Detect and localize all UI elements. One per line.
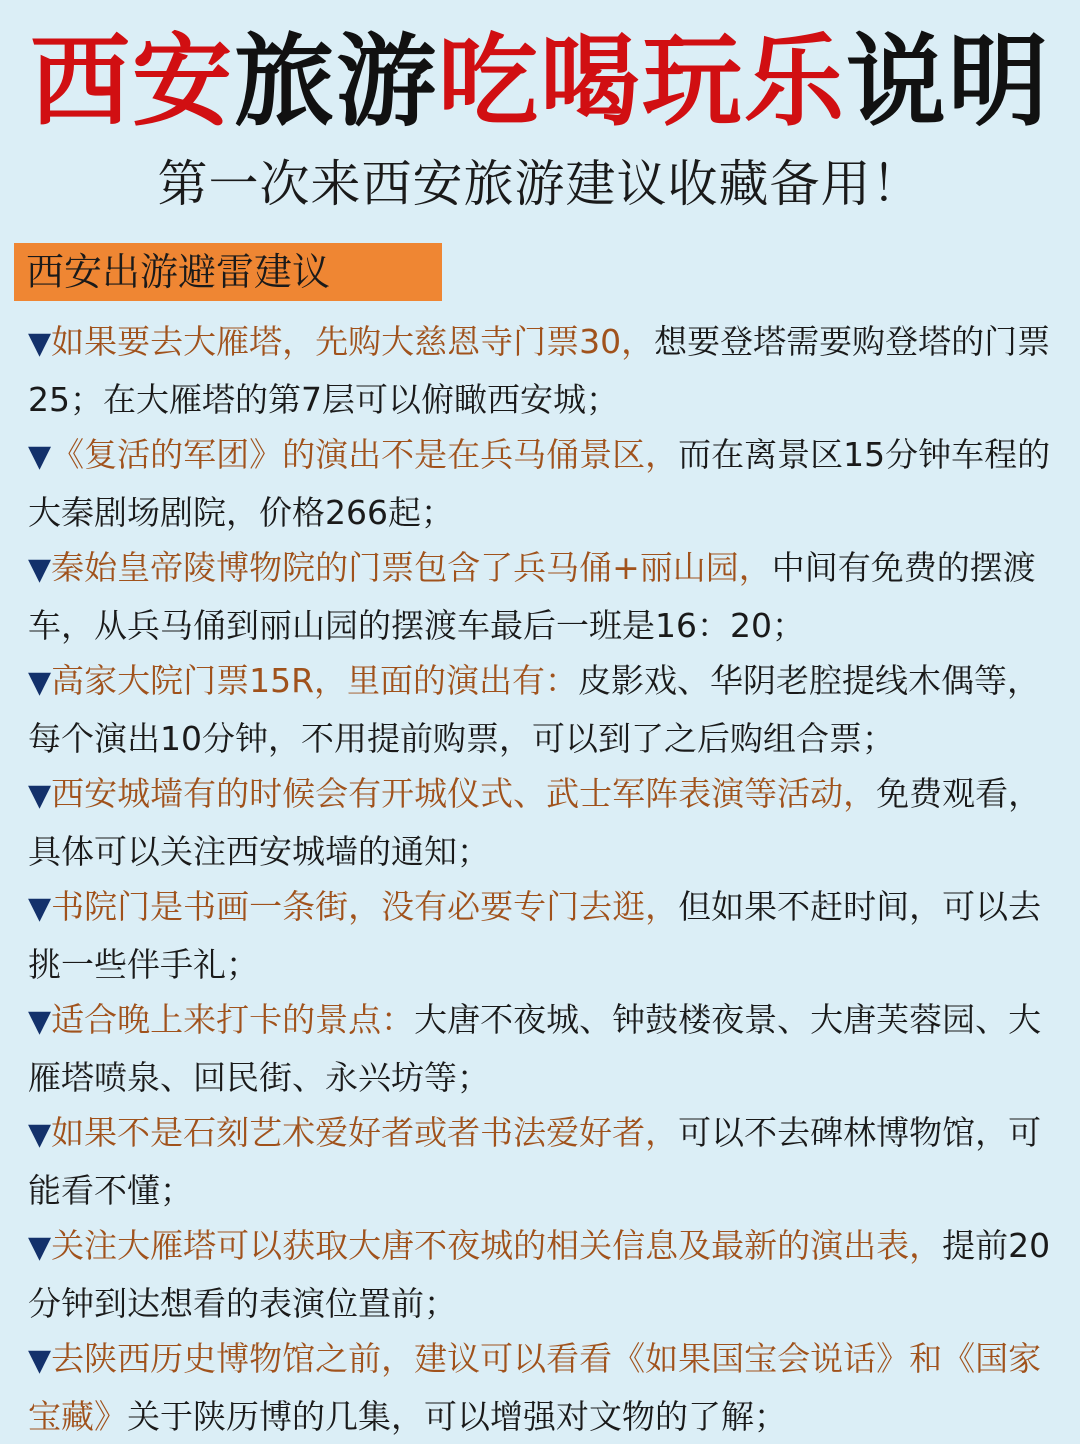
title-part-guide: 说明 — [846, 23, 1050, 140]
tip-text: 提前20分钟到达想看的表演位置前； — [28, 1226, 1051, 1323]
tip-item — [28, 540, 1058, 653]
tip-text: 想要登塔需要购登塔的门票25；在大雁塔的第7层可以俯瞰西安城； — [28, 322, 1051, 419]
triangle-down-icon: ▼ — [28, 326, 52, 361]
triangle-down-icon: ▼ — [28, 891, 52, 926]
triangle-down-icon: ▼ — [28, 665, 52, 700]
tip-highlight: 西安城墙有的时候会有开城仪式、武士军阵表演等活动， — [51, 774, 877, 813]
triangle-down-icon: ▼ — [28, 1117, 52, 1152]
tip-item — [28, 427, 1058, 540]
tip-highlight: 书院门是书画一条街，没有必要专门去逛， — [51, 887, 679, 926]
triangle-down-icon: ▼ — [28, 1004, 52, 1039]
section-label: 西安出游避雷建议 — [14, 243, 442, 301]
tip-item — [28, 1105, 1058, 1218]
triangle-down-icon: ▼ — [28, 552, 52, 587]
page-subtitle: 第一次来西安旅游建议收藏备用！ — [157, 155, 923, 213]
tip-highlight: 去陕西历史博物馆之前，建议可以看看《如果国宝会说话》和《国家宝藏》 — [28, 1339, 1042, 1436]
tip-item — [28, 1218, 1058, 1331]
triangle-down-icon: ▼ — [28, 1230, 52, 1265]
tip-highlight: 高家大院门票15R，里面的演出有： — [51, 661, 578, 700]
tip-text: 关于陕历博的几集，可以增强对文物的了解； — [127, 1396, 787, 1436]
tip-item — [28, 766, 1058, 879]
title-part-travel: 旅游 — [234, 23, 438, 140]
tip-highlight: 如果不是石刻艺术爱好者或者书法爱好者， — [51, 1113, 679, 1152]
triangle-down-icon: ▼ — [28, 778, 52, 813]
title-part-food-fun: 吃喝玩乐 — [438, 23, 846, 140]
tip-text: 中间有免费的摆渡车，从兵马俑到丽山园的摆渡车最后一班是16：20； — [28, 548, 1036, 645]
tip-text: 免费观看，具体可以关注西安城墙的通知； — [28, 774, 1042, 871]
tips-list — [28, 314, 1058, 1444]
triangle-down-icon: ▼ — [28, 439, 52, 474]
title-part-xian: 西安 — [30, 23, 234, 140]
tip-highlight: 适合晚上来打卡的景点： — [51, 1000, 415, 1039]
tip-item — [28, 879, 1058, 992]
tip-item — [28, 1331, 1058, 1444]
tip-highlight: 《复活的军团》的演出不是在兵马俑景区， — [51, 435, 679, 474]
tip-highlight: 关注大雁塔可以获取大唐不夜城的相关信息及最新的演出表， — [51, 1226, 943, 1265]
tip-highlight: 如果要去大雁塔，先购大慈恩寺门票30， — [51, 322, 655, 361]
tip-item — [28, 653, 1058, 766]
tip-item — [28, 992, 1058, 1105]
tip-text: 皮影戏、华阴老腔提线木偶等，每个演出10分钟，不用提前购票，可以到了之后购组合票； — [28, 661, 1040, 758]
page-title — [0, 22, 1080, 142]
tip-text: 大唐不夜城、钟鼓楼夜景、大唐芙蓉园、大雁塔喷泉、回民街、永兴坊等； — [28, 1000, 1042, 1097]
triangle-down-icon: ▼ — [28, 1343, 52, 1378]
tip-text: 可以不去碑林博物馆，可能看不懂； — [28, 1113, 1042, 1210]
tip-text: 但如果不赶时间，可以去挑一些伴手礼； — [28, 887, 1042, 984]
tip-highlight: 秦始皇帝陵博物院的门票包含了兵马俑+丽山园， — [51, 548, 772, 587]
tip-text: 而在离景区15分钟车程的大秦剧场剧院，价格266起； — [28, 435, 1051, 532]
tip-item — [28, 314, 1058, 427]
